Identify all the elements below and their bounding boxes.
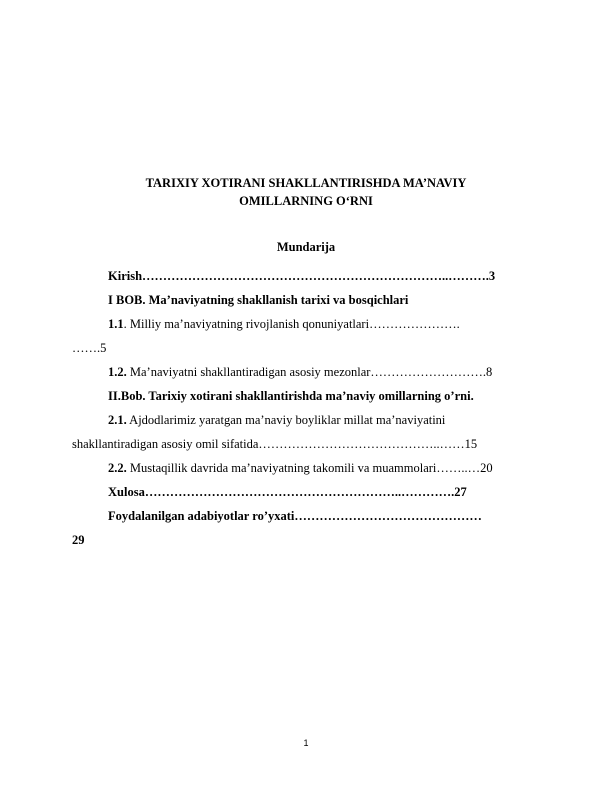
toc-entry-kirish: Kirish………………………………………………………………..……….3 xyxy=(108,269,496,283)
section-text: Ajdodlarimiz yaratgan ma’naviy boyliklar millat ma’naviyatini xyxy=(126,413,446,427)
section-text: . Milliy ma’naviyatning rivojlanish qonuniyatlari…………………. xyxy=(123,317,460,331)
toc-entry-2-1-continued: shakllantiradigan asosiy omil sifatida……………………………………..……15 xyxy=(72,437,478,451)
toc-entry-xulosa: Xulosa……………………………………………………..………….27 xyxy=(108,485,467,499)
toc-entry-adabiyotlar-page: 29 xyxy=(72,533,85,547)
toc-entry-2-2 xyxy=(108,460,493,476)
title-line-2: OMILLARNING O‘RNI xyxy=(239,194,373,208)
toc-heading: Mundarija xyxy=(276,240,336,254)
toc-entry-bob1: I BOB. Ma’naviyatning shakllanish tarixi va bosqichlari xyxy=(108,293,409,307)
toc-entry-1-2 xyxy=(108,364,492,380)
page-number: 1 xyxy=(303,738,309,748)
toc-entry-adabiyotlar: Foydalanilgan adabiyotlar ro’yxati……………………………………… xyxy=(108,509,482,523)
section-number: 1.2. xyxy=(108,365,127,379)
toc-entry-2-1 xyxy=(108,412,445,428)
toc-entry-1-1-page: …….5 xyxy=(72,341,107,355)
document-title xyxy=(90,174,522,210)
section-number: 2.1. xyxy=(108,413,127,427)
toc-entry-1-1 xyxy=(108,316,460,332)
section-number: 1.1 xyxy=(108,317,124,331)
section-number: 2.2. xyxy=(108,461,127,475)
section-text: Ma’naviyatni shakllantiradigan asosiy mezonlar……………………….8 xyxy=(126,365,493,379)
title-line-1: TARIXIY XOTIRANI SHAKLLANTIRISHDA MA’NAVIY xyxy=(145,176,467,190)
section-text: Mustaqillik davrida ma’naviyatning takomili va muammolari……..…20 xyxy=(126,461,493,475)
toc-entry-bob2: II.Bob. Tarixiy xotirani shakllantirishda ma’naviy omillarning o’rni. xyxy=(108,389,474,403)
